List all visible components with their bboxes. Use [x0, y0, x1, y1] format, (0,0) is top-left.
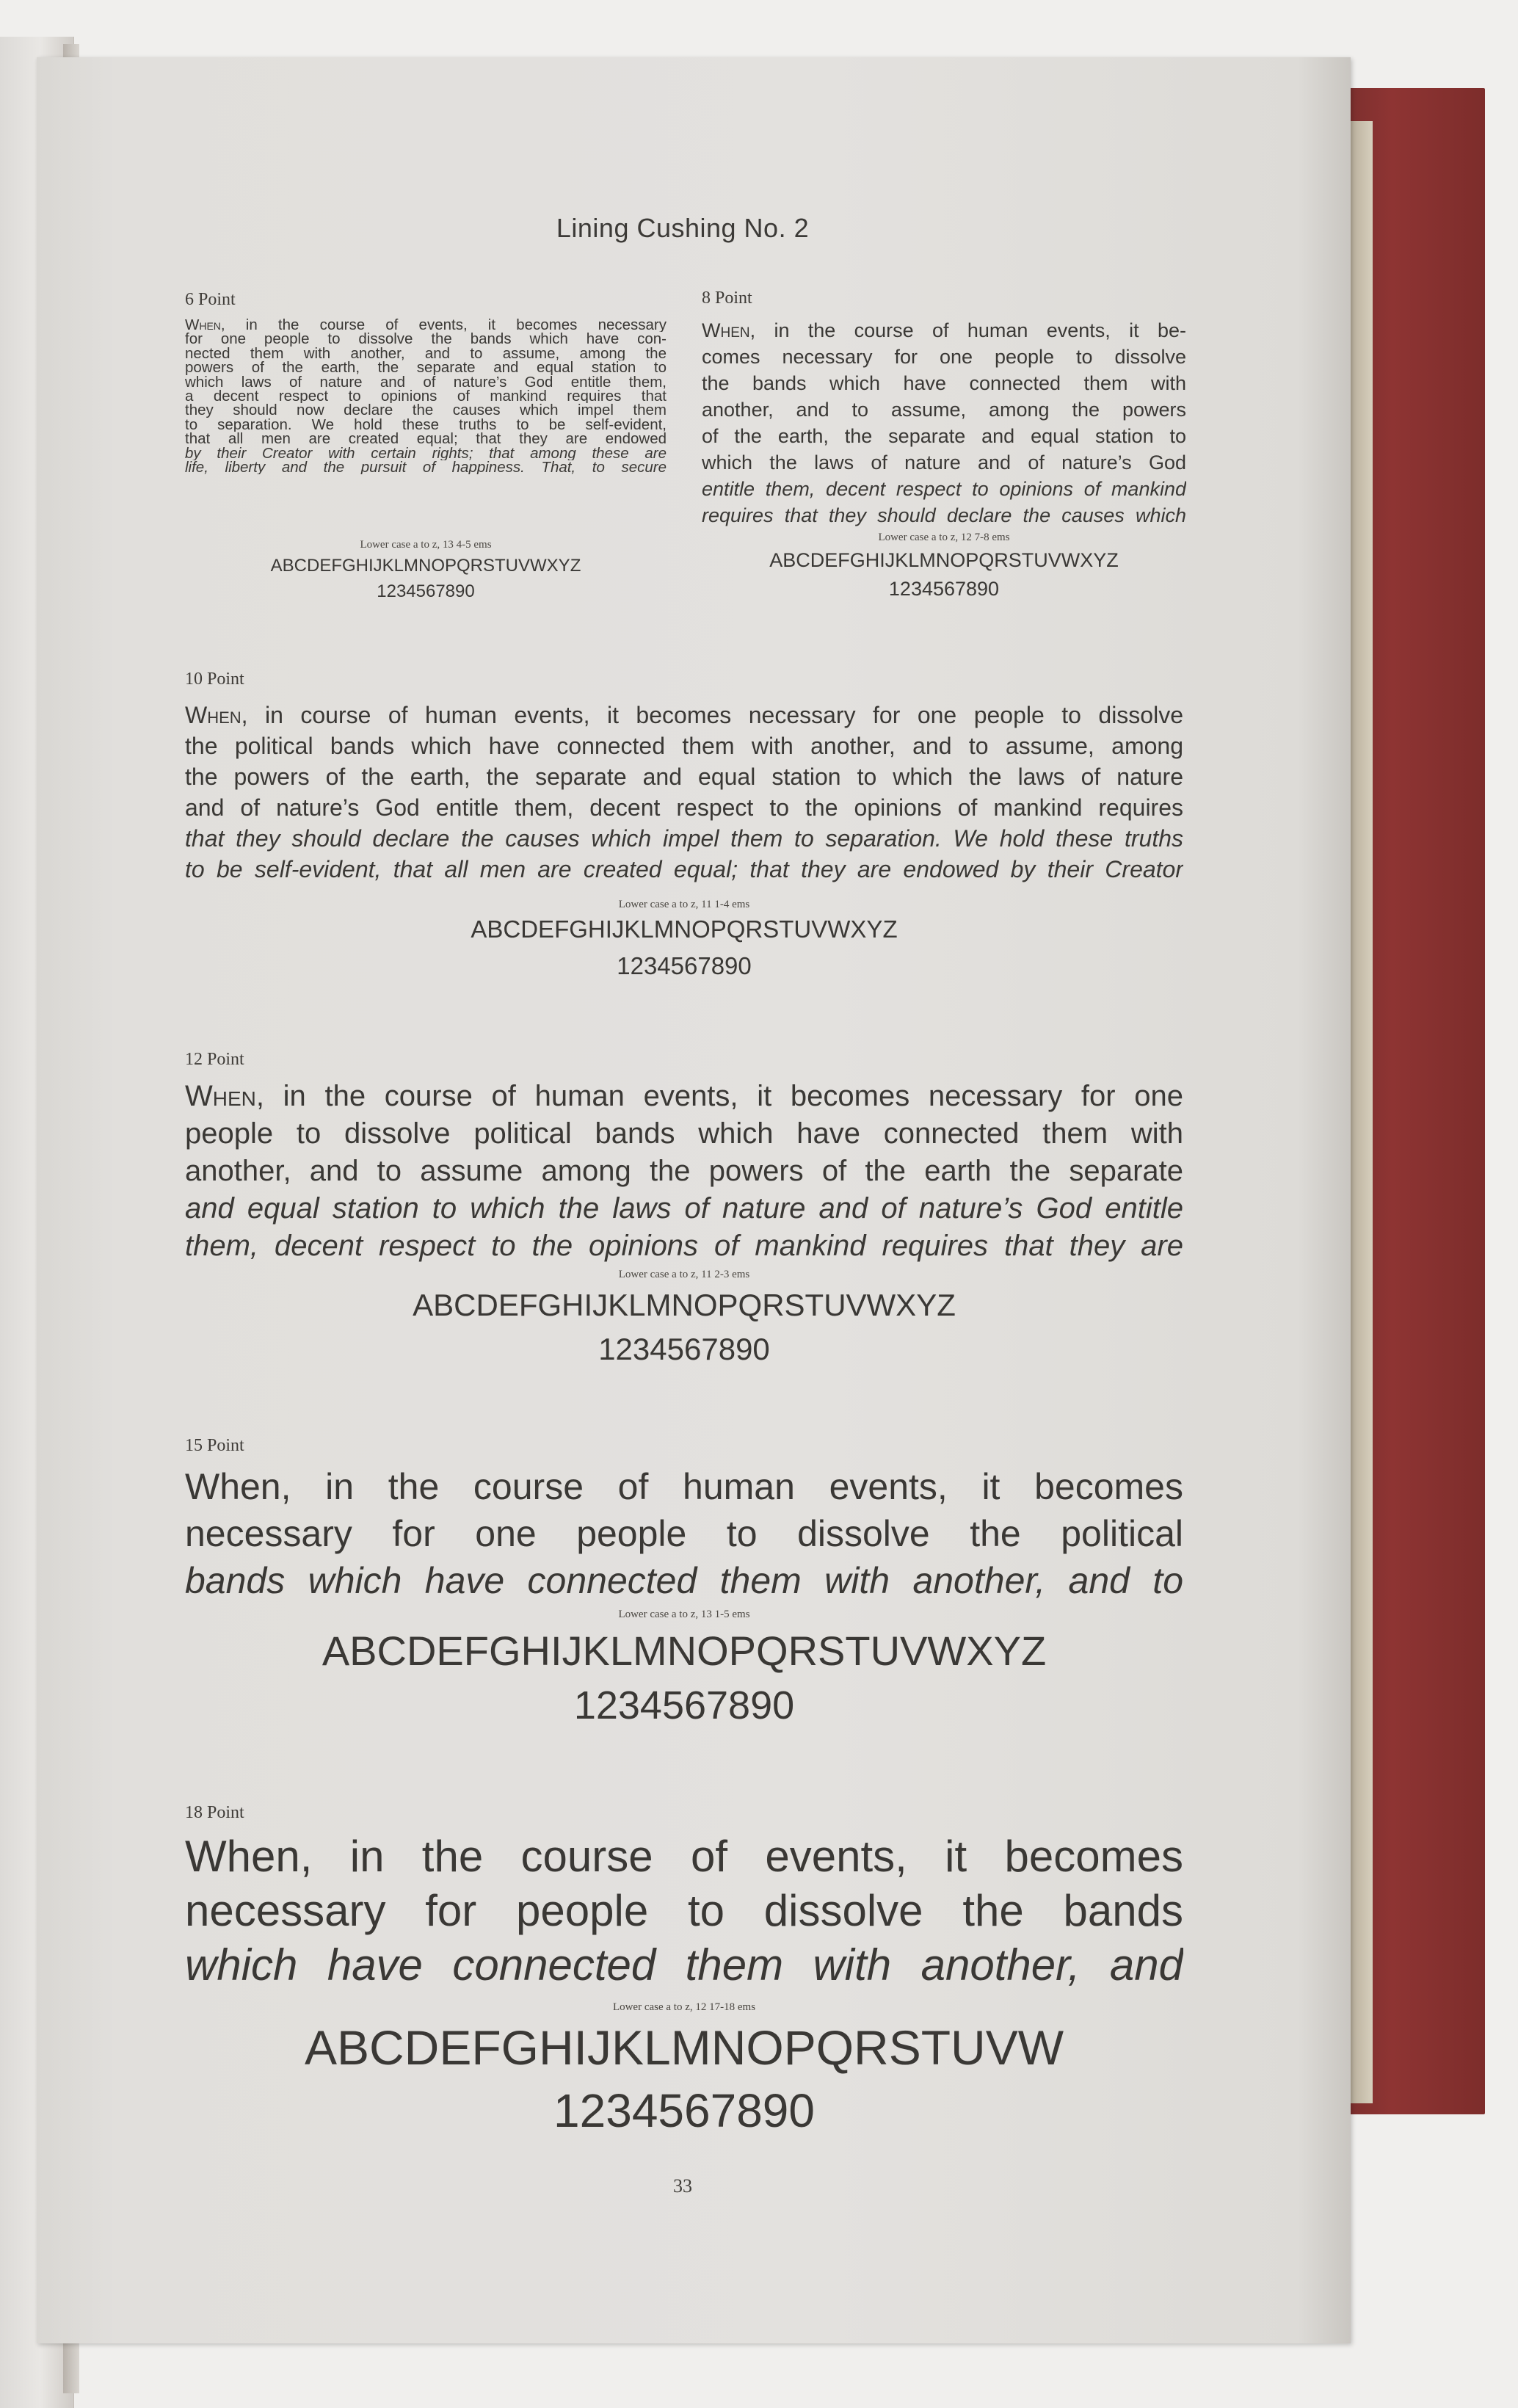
alphabet-8-point: ABCDEFGHIJKLMNOPQRSTUVWXYZ — [769, 549, 1119, 571]
cover-inner-edge — [1351, 121, 1373, 2103]
specimen-line — [185, 389, 667, 403]
line-text: people to dissolve political bands which have connected them with — [185, 1117, 1183, 1150]
line-text: , in course of human events, it becomes necessary for one people to dissolve — [241, 702, 1183, 728]
specimen-line — [185, 761, 1183, 792]
specimen-line — [185, 854, 1183, 885]
specimen-line — [185, 432, 667, 446]
specimen-line — [702, 317, 1186, 344]
line-text: , in the course of events, it becomes necessary — [220, 318, 667, 333]
line-text: that all men are created equal; that they are endowed — [185, 432, 667, 446]
line-text: and equal station to which the laws of nature and of nature’s God entitle — [185, 1192, 1183, 1225]
specimen-line — [702, 476, 1186, 502]
figures-8-point: 1234567890 — [888, 578, 1000, 600]
label-12-point: 12 Point — [185, 1050, 244, 1069]
text-12-point — [185, 1078, 1183, 1265]
line-text: to separation. We hold these truths to be self-evident, — [185, 417, 667, 432]
line-text: powers of the earth, the separate and equal station to — [185, 360, 667, 375]
specimen-line — [702, 502, 1186, 529]
line-text: comes necessary for one people to dissolve — [702, 346, 1186, 368]
line-text: nected them with another, and to assume, among the — [185, 346, 667, 361]
specimen-line — [185, 360, 667, 374]
text-15-point — [185, 1463, 1183, 1604]
small-caps-lead: When — [185, 702, 242, 728]
figures-15-point: 1234567890 — [573, 1683, 795, 1727]
figures-18-point: 1234567890 — [553, 2084, 815, 2137]
alphabet-6-point: ABCDEFGHIJKLMNOPQRSTUVWXYZ — [270, 556, 581, 576]
line-text: the political bands which have connected them with another, and to assume, among — [185, 733, 1183, 759]
alphabet-10-point: ABCDEFGHIJKLMNOPQRSTUVWXYZ — [471, 915, 898, 943]
specimen-line — [185, 1829, 1183, 1884]
label-15-point: 15 Point — [185, 1436, 244, 1455]
caption-15-point: Lower case a to z, 13 1-5 ems — [618, 1609, 750, 1620]
caption-8-point: Lower case a to z, 12 7-8 ems — [878, 532, 1010, 543]
line-text: of the earth, the separate and equal station to — [702, 425, 1186, 447]
specimen-line — [185, 1557, 1183, 1604]
label-8-point: 8 Point — [702, 289, 752, 308]
line-text: to be self-evident, that all men are created equal; that they are endowed by their Creator — [185, 856, 1183, 882]
caption-12-point: Lower case a to z, 11 2-3 ems — [618, 1269, 750, 1280]
label-10-point: 10 Point — [185, 670, 244, 689]
line-text: and of nature’s God entitle them, decent respect to the opinions of mankind requires — [185, 794, 1183, 821]
line-text: necessary for people to dissolve the bands — [185, 1886, 1183, 1935]
line-text: entitle them, decent respect to opinions of mankind — [702, 478, 1186, 500]
specimen-line — [185, 1153, 1183, 1190]
text-8-point — [702, 317, 1186, 529]
specimen-line — [185, 1463, 1183, 1510]
line-text: , in the course of human events, it be- — [749, 319, 1186, 341]
line-text: a decent respect to opinions of mankind requires that — [185, 389, 667, 404]
specimen-line — [702, 449, 1186, 476]
line-text: they should now declare the causes which impel them — [185, 403, 667, 418]
small-caps-lead: When — [185, 318, 221, 333]
line-text: When, in the course of human events, it becomes — [185, 1466, 1183, 1507]
line-text: requires that they should declare the causes which — [702, 504, 1186, 526]
specimen-line — [185, 823, 1183, 854]
line-text: that they should declare the causes which impel them to separation. We hold these truths — [185, 825, 1183, 852]
caption-10-point: Lower case a to z, 11 1-4 ems — [618, 899, 750, 910]
specimen-line — [185, 700, 1183, 730]
line-text: which the laws of nature and of nature’s God — [702, 452, 1186, 474]
line-text: them, decent respect to the opinions of mankind requires that they are — [185, 1230, 1183, 1262]
figures-12-point: 1234567890 — [598, 1332, 770, 1366]
alphabet-18-point: ABCDEFGHIJKLMNOPQRSTUVW — [304, 2020, 1064, 2075]
specimen-line — [185, 730, 1183, 761]
page-number: 33 — [673, 2175, 692, 2197]
alphabet-15-point: ABCDEFGHIJKLMNOPQRSTUVWXYZ — [322, 1628, 1047, 1674]
specimen-line — [185, 418, 667, 432]
line-text: by their Creator with certain rights; that among these are — [185, 446, 667, 461]
specimen-line — [185, 1115, 1183, 1153]
line-text: another, and to assume among the powers of the earth the separate — [185, 1155, 1183, 1187]
text-18-point — [185, 1829, 1183, 1992]
line-text: necessary for one people to dissolve the political — [185, 1513, 1183, 1554]
line-text: which laws of nature and of nature’s God entitle them, — [185, 374, 667, 390]
specimen-line — [702, 370, 1186, 396]
small-caps-lead: When — [185, 1080, 256, 1112]
specimen-line — [185, 403, 667, 417]
specimen-line — [185, 332, 667, 346]
specimen-line — [185, 792, 1183, 823]
line-text: the powers of the earth, the separate and equal station to which the laws of nature — [185, 764, 1183, 790]
line-text: , in the course of human events, it becomes necessary for one — [255, 1080, 1183, 1112]
specimen-line — [185, 375, 667, 389]
text-10-point — [185, 700, 1183, 885]
line-text: life, liberty and the pursuit of happiness. That, to secure — [185, 460, 667, 475]
specimen-line — [702, 396, 1186, 423]
line-text: another, and to assume, among the powers — [702, 399, 1186, 421]
line-text: for one people to dissolve the bands which have con- — [185, 332, 667, 347]
specimen-line — [185, 1510, 1183, 1557]
line-text: When, in the course of events, it becomes — [185, 1832, 1183, 1881]
specimen-line — [185, 318, 667, 332]
line-text: which have connected them with another, and — [185, 1940, 1183, 1990]
line-text: the bands which have connected them with — [702, 372, 1186, 394]
specimen-line — [185, 347, 667, 360]
specimen-line — [185, 1227, 1183, 1265]
specimen-line — [185, 1078, 1183, 1115]
caption-6-point: Lower case a to z, 13 4-5 ems — [360, 539, 492, 551]
specimen-line — [185, 1884, 1183, 1938]
small-caps-lead: When — [702, 319, 750, 341]
specimen-line — [185, 1938, 1183, 1992]
specimen-line — [185, 446, 667, 460]
label-6-point: 6 Point — [185, 290, 236, 309]
specimen-line — [185, 1190, 1183, 1227]
alphabet-12-point: ABCDEFGHIJKLMNOPQRSTUVWXYZ — [413, 1288, 956, 1322]
line-text: bands which have connected them with another, and to — [185, 1560, 1183, 1601]
specimen-line — [702, 344, 1186, 370]
label-18-point: 18 Point — [185, 1803, 244, 1822]
figures-10-point: 1234567890 — [617, 952, 752, 979]
specimen-line — [185, 460, 667, 474]
running-head: Lining Cushing No. 2 — [556, 213, 810, 243]
specimen-line — [702, 423, 1186, 449]
caption-18-point: Lower case a to z, 12 17-18 ems — [612, 2001, 756, 2013]
figures-6-point: 1234567890 — [377, 581, 475, 601]
text-6-point — [185, 318, 667, 474]
